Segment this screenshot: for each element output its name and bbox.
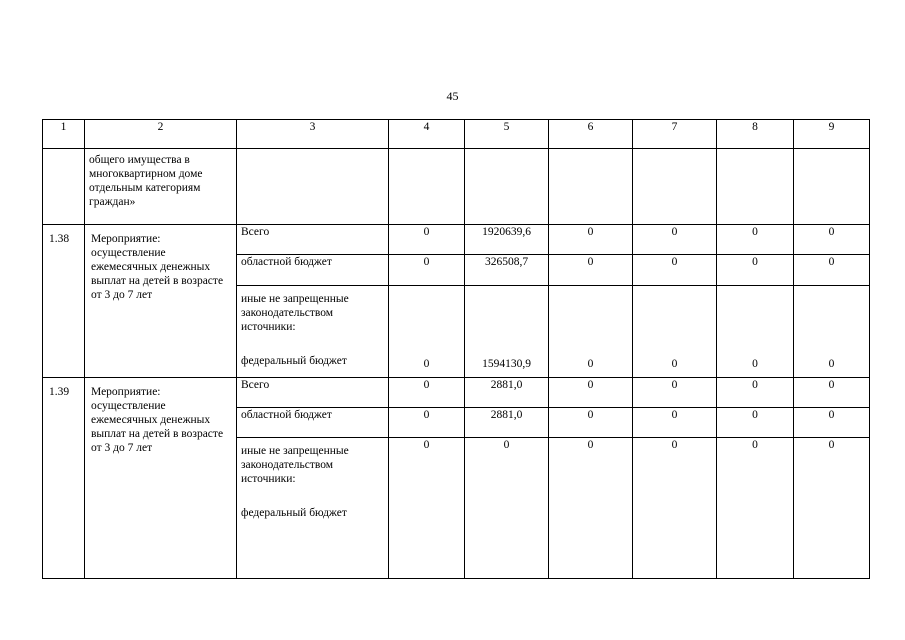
table-row <box>43 378 870 408</box>
cell-value: 0 <box>389 378 465 408</box>
cell-value: 0 <box>794 286 870 378</box>
cell-value: 0 <box>549 255 633 286</box>
cell-value: 0 <box>633 255 717 286</box>
source-block <box>237 286 389 378</box>
cell-value: 1920639,6 <box>465 225 549 255</box>
row-title: Мероприятие: осуществление ежемесячных денежных выплат на детей в возрасте от 3 до 7 лет <box>85 225 237 378</box>
cell-value: 0 <box>717 255 794 286</box>
table-row <box>43 225 870 255</box>
column-header: 5 <box>465 120 549 149</box>
cell-value: 0 <box>794 438 870 579</box>
column-header: 9 <box>794 120 870 149</box>
cell-value: 0 <box>549 438 633 579</box>
cell-value: 0 <box>717 378 794 408</box>
cell-value: 0 <box>794 255 870 286</box>
federal-budget-label: федеральный бюджет <box>241 507 347 519</box>
cell-value: 0 <box>633 408 717 438</box>
cell-value: 0 <box>717 408 794 438</box>
cell-value: 2881,0 <box>465 408 549 438</box>
budget-table <box>42 119 870 579</box>
cell-value: 0 <box>389 286 465 378</box>
page-number: 45 <box>446 89 459 103</box>
cell-value: 0 <box>549 286 633 378</box>
cell-value: 0 <box>633 225 717 255</box>
cell-value: 0 <box>717 225 794 255</box>
cell-value: 2881,0 <box>465 378 549 408</box>
cell-value: 0 <box>389 225 465 255</box>
other-sources-label: иные не запрещенные законодательством источники: <box>241 293 349 333</box>
column-header: 3 <box>237 120 389 149</box>
column-header: 2 <box>85 120 237 149</box>
cell-value: 0 <box>633 286 717 378</box>
source-label: Всего <box>237 225 389 255</box>
column-header: 6 <box>549 120 633 149</box>
source-label: областной бюджет <box>237 255 389 286</box>
column-header: 4 <box>389 120 465 149</box>
row-index: 1.38 <box>43 225 85 378</box>
cell-value: 326508,7 <box>465 255 549 286</box>
cell-value: 1594130,9 <box>465 286 549 378</box>
other-sources-label: иные не запрещенные законодательством источники: <box>241 445 349 485</box>
column-header: 1 <box>43 120 85 149</box>
continued-text: общего имущества в многоквартирном доме отдельным категориям граждан» <box>85 149 237 225</box>
column-header: 7 <box>633 120 717 149</box>
column-header: 8 <box>717 120 794 149</box>
source-label: областной бюджет <box>237 408 389 438</box>
row-title: Мероприятие: осуществление ежемесячных денежных выплат на детей в возрасте от 3 до 7 лет <box>85 378 237 579</box>
header-row <box>43 120 870 149</box>
table-row-continued <box>43 149 870 225</box>
source-block <box>237 438 389 579</box>
cell-value: 0 <box>633 378 717 408</box>
cell-value: 0 <box>794 225 870 255</box>
cell-value: 0 <box>549 225 633 255</box>
cell-value: 0 <box>389 255 465 286</box>
federal-budget-label: федеральный бюджет <box>241 355 347 367</box>
source-label: Всего <box>237 378 389 408</box>
cell-value: 0 <box>717 438 794 579</box>
cell-value: 0 <box>389 438 465 579</box>
cell-value: 0 <box>794 408 870 438</box>
cell-value: 0 <box>717 286 794 378</box>
cell-value: 0 <box>794 378 870 408</box>
row-index: 1.39 <box>43 378 85 579</box>
cell-value: 0 <box>633 438 717 579</box>
cell-value: 0 <box>389 408 465 438</box>
cell-value: 0 <box>549 378 633 408</box>
cell-value: 0 <box>465 438 549 579</box>
cell-value: 0 <box>549 408 633 438</box>
